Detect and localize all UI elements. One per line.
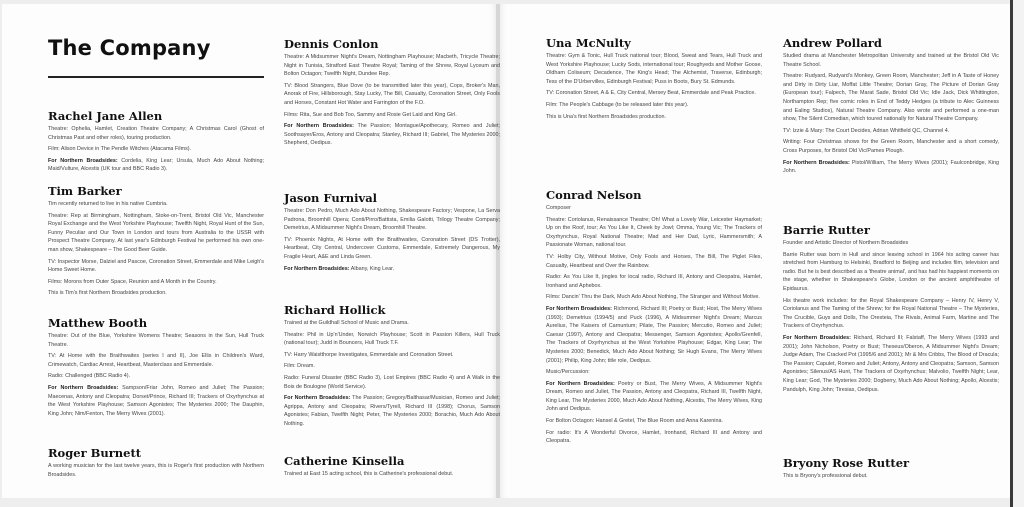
bio-paragraph: This is Bryony's professional debut. [783,473,868,479]
bio-paragraph: Theatre: Rudyard, Rudyard's Monkey, Green Room, Manchester; Jeff in A Taste of Honey and Dirty in Dirty Liar, Moffat Little Theatre; Dorian Gray, The Picture of Dorian Gray (European tour); Falpech, The Marat Sade, Bristol Old Vic; Idle Jack, Dick Whittington, Northampton Rep; five comic roles in End of Teddy Hedges (a tribute to Alec Guinness and Ealing Studios), Natural Theatre Company. Also wrote and performed a one-man show, The Silent Comedian, which toured nationally for Natural Theatre Company. [783,73,999,123]
bio-paragraph: Writing: Four Christmas shows for the Green Room, Manchester and a short comedy, Cross Purposes, for Bristol Old Vic/Pames Plough. [783,139,999,154]
bio-una-mcnulty [546,36,762,124]
bio-name: Tim Barker [48,184,122,198]
bio-paragraph: For radio: It's A Wonderful Divorce, Hamlet, Ironhand, Richard III and Antony and Cleopatra. [546,429,762,445]
bio-name: Barrie Rutter [783,223,870,237]
bio-dennis-conlon [284,37,500,151]
bio-paragraph: Radio: Challenged (BBC Radio 4). [48,373,131,380]
bio-paragraph: TV: Holby City, Without Motive, Only Fools and Horses, The Bill, The Piglet Files, Casualty, Heartbeat and Over the Rainbow. [546,253,762,269]
bio-paragraph: Founder and Artistic Director of Northern Broadsides [783,240,909,246]
bio-paragraph: Composer [546,205,571,211]
bio-matthew-booth [48,316,264,421]
bio-paragraph: Film: Dream. [284,363,315,370]
bio-paragraph: Studied drama at Manchester Metropolitan University and trained at the Bristol Old Vic Theatre School. [783,53,999,68]
bio-name: Matthew Booth [48,316,148,330]
bio-paragraph: Theatre: Out of the Blue, Yorkshire Womens Theatre; Seasons in the Sun, Hull Truck Theatre. [48,333,264,348]
page-title: The Company [48,36,211,60]
bio-paragraph: Barrie Rutter was born in Hull and since leaving school in 1964 his acting career has stretched from Hamburg to Helsinki, Bradford to Beijing and includes film, television and radio. But he is best described as a 'theatre animal', and has had his happiest moments on the stage, whether in Shakespeare's Globe, London or the ancient amphitheatre of Epidaurus. [783,251,1000,292]
bio-paragraph: Films: Dancin' Thru the Dark, Much Ado About Nothing, The Stranger and Without Motive. [546,294,760,301]
bio-paragraph: Films: Rita, Sue and Bob Too, Sammy and Rosie Get Laid and King Girl. [284,111,457,118]
bio-paragraph: For Northern Broadsides: The Passion; Montague/Apothecary, Romeo and Juliet; Soothsayer/Eros, Antony and Cleopatra; Stanley, Richard III; Gabriel, The Mysteries 2000; Shepherd, Oedipus. [284,123,500,147]
bio-paragraph: Films: Morons from Outer Space, Reunion and A Month in the Country. [48,278,217,285]
bio-tim-barker [48,184,264,301]
bio-paragraph: Tim recently returned to live in his native Cumbria. [48,201,168,207]
bio-paragraph: Theatre: Rep at Birmingham, Nottingham, Stoke-on-Trent, Bristol Old Vic, Manchester Royal Exchange and the West Yorkshire Playhouse; Twelfth Night, Royal Hunt of the Sun, Funny Peculiar and Our Town in London and tours from Australia to the USSR with Prospect Theatre Company. At last year's Edinburgh Festival he performed his own one-man show, Shakespeare – The Good Beer Guide. [48,212,264,253]
bio-paragraph: TV: Harry Waistthorpe Investigates, Emmerdale and Coronation Street. [284,351,454,358]
bio-paragraph: Theatre: Phil in Up'n'Under, Norwich Playhouse; Scott in Passion Killers, Hull Truck (national tour); Judd in Bouncers, Hull Truck T.F. [284,331,500,347]
bio-paragraph: TV: Izzie & Mary: The Court Decides, Adrian Whitfield QC, Channel 4. [783,127,950,134]
bio-paragraph: Trained at East 15 acting school, this is Catherine's professional debut. [284,471,454,477]
bio-roger-burnett [48,446,264,482]
bio-catherine-kinsella [284,454,500,482]
bio-paragraph: TV: Blood Strangers, Blue Dove (to be transmitted later this year), Cops, Broker's Man, Anorak of Fire, Hillsborough, Stay Lucky, The Bill, Casualty, Coronation Street, Only Fools and Horses, Constant Hot Water and Farrington of the F.O. [284,82,500,106]
bio-paragraph: For Northern Broadsides: Pistol/William, The Merry Wives (2001); Faulconbridge, King John. [783,159,999,175]
bio-name: Rachel Jane Allen [48,109,163,123]
bio-paragraph: For Northern Broadsides: Richmond, Richard III; Poetry or Bust; Host, The Merry Wives (1993); Demetrius (1994/5) and Puck (1996), A Midsummer Night's Dream; Marcus Aurelius, The Kaisers of Carnuntum; Pilate, The Passion; Mercutio, Romeo and Juliet; Caesar (1997), Antony and Cleopatra; Messenger, Samson Agonistes; Apollo/Grenfell, The Trackers of Oxyrhynchus at the West Yorkshire Playhouse; Edgar, King Lear; The Mysteries 2000; Benedick, Much Ado About Nothing; Sir Hugh Evans, The Merry Wives (2001); Philip, King John; title role, Oedipus. [546,305,763,364]
bio-paragraph: For Northern Broadsides: Cordelia, King Lear; Ursula, Much Ado About Nothing; Maid/Vulture, Alcestis (UK tour and BBC Radio 3). [48,157,264,173]
bio-conrad-nelson [546,188,762,449]
bio-name: Roger Burnett [48,446,142,460]
bio-paragraph: Theatre: Coriolanus, Renaissance Theatre; Oh! What a Lovely War, Leicester Haymarket; Up on the Roof, tour; As You Like It, Cheek by Jowl; Omma, Young Vic; The Trackers of Oxyrhynchus, Royal National Theatre; Mad and Her Dad, Lyric, Hammersmith; A Passionate Woman, national tour. [546,216,762,249]
bio-paragraph: Radio: As You Like It, jingles for local radio, Richard III, Antony and Cleopatra, Hamlet, Ironhand and Aphebox. [546,274,762,289]
bio-paragraph: His theatre work includes: for the Royal Shakespeare Company – Henry IV, Henry V, Coriolanus and The Taming of the Shrew; for the Royal National Theatre – The Mysteries, The Crucible, Guys and Dolls, The Oresteia, The Rivals, Animal Farm, Martine and The Trackers of Oxyrhynchus. [783,297,999,330]
bio-paragraph: Theatre: A Midsummer Night's Dream, Nottingham Playhouse; Macbeth, Tricycle Theatre; Night in Tunisia, Stratford East Theatre Royal; Taming of the Shrew, Royal Lyceum and Bolton Octagon; Twelfth Night, Dundee Rep. [284,54,500,78]
bio-paragraph: Theatre: Don Pedro, Much Ado About Nothing, Shakespeare Factory; Vespone, La Serva Padrona, Broomhill Opera; Conti/Pirro/Battista, Emilia Galotti, Trilogy Theatre Company; Demetrius, A Midsummer Night's Dream, Broomhill Theatre. [284,208,500,232]
bio-name: Conrad Nelson [546,188,642,202]
bio-paragraph: Trained at the Guildhall School of Music and Drama. [284,320,409,326]
title-divider [48,76,264,78]
bio-name: Dennis Conlon [284,37,379,51]
bio-name: Andrew Pollard [783,36,882,50]
bio-paragraph: TV: At Home with the Braithwaites (series I and II), Joe Ellis in Children's Ward, Crimewatch, Cardiac Arrest, Heartbeat, Masterclass and Emmerdale. [48,353,264,368]
bio-paragraph: TV: Phoenix Nights, At Home with the Braithwaites, Coronation Street (DS Trotter), Heartbeat, City Central, Undercover Customs, Emmerdale, Extremely Dangerous, My Fragile Heart, A&E and Linda Green. [284,236,500,260]
bio-bryony-rose-rutter [783,456,999,484]
bio-paragraph: TV: Coronation Street, A & E, City Central, Mersey Beat, Emmerdale and Peak Practice. [546,90,756,97]
bio-paragraph: Film: Alison Device in The Pendle Witches (Atacama Films). [48,146,192,153]
bio-paragraph: Music/Percussion: [546,369,590,376]
bio-name: Richard Hollick [284,303,386,317]
bio-paragraph: For Northern Broadsides: Albany, King Lear. [284,265,395,272]
bio-paragraph: For Northern Broadsides: Poetry or Bust, The Merry Wives, A Midsummer Night's Dream, Romeo and Juliet, The Passion, Antony and Cleopatra, Richard III, Twelfth Night, King Lear, The Mysteries 2000, Much Ado About Nothing, Alcestis, The Merry Wives, King John and Oedipus. [546,380,762,413]
bio-paragraph: This is Tim's first Northern Broadsides production. [48,290,167,297]
bio-name: Una McNulty [546,36,631,50]
bio-paragraph: For Northern Broadsides: Richard, Richard III; Falstaff, The Merry Wives (1993 and 2001); John Nicholson, Poetry or Bust; Theseus/Oberon, A Midsummer Night's Dream; Judge Adam, The Cracked Pot (1995/6 and 2001); Mr & Mrs Cribbs, The Blood of Dracula; The Passion; Capulet, Romeo and Juliet; Antony, Antony and Cleopatra; Samson, Samson Agonistes; Silenus/AS Hunt, The Trackers of Oxyrhynchus; Malvolio, Twelfth Night; Lear, King Lear; God, The Mysteries 2000; Dogberry, Much Ado About Nothing; Apollo, Alcestis; Pandulph, King John; Tiresias, Oedipus. [783,334,999,393]
bio-name: Bryony Rose Rutter [783,456,910,470]
bio-paragraph: Theatre: Ophelia, Hamlet, Creation Theatre Company; A Christmas Carol (Ghost of Christmas Past and other roles), touring production. [48,126,264,141]
bio-paragraph: For Northern Broadsides: Sampson/Friar John, Romeo and Juliet; The Passion; Maecenas, Antony and Cleopatra; Dorset/Prince, Richard III; Trackers of Oxyrhynchus at the West Yorkshire Playhouse; Samson Agonistes; The Mysteries 2000; The Dauphin, King John; Nim/Fenton, The Merry Wives (2001). [48,384,265,417]
bio-andrew-pollard [783,36,999,179]
bio-name: Jason Furnival [284,191,378,205]
bio-richard-hollick [284,303,500,432]
bio-paragraph: Theatre: Gym & Tonic, Hull Truck national tour; Blood, Sweat and Tears, Hull Truck and West Yorkshire Playhouse; Lucky Sods, international tour; Roughyeds and Mother Goose, Oldham Coliseum; Decadence, The King's Head; The Alchemist, Traverse, Edinburgh; Tess of the D'Urbervilles, Edinburgh Festival; Puss in Boots, Bury St. Edmunds. [546,53,762,85]
bio-paragraph: This is Una's first Northern Broadsides production. [546,113,666,120]
bio-jason-furnival [284,191,500,276]
page-edge-background [1013,0,1024,507]
bio-paragraph: A working musician for the last twelve years, this is Roger's first production with Northern Broadsides. [48,463,264,478]
bio-paragraph: Film: The People's Cabbage (to be released later this year). [546,101,689,108]
bio-barrie-rutter [783,223,999,397]
bio-name: Catherine Kinsella [284,454,405,468]
bio-paragraph: For Northern Broadsides: The Passion; Gregory/Balthasar/Musician, Romeo and Juliet; Agrippa, Antony and Cleopatra; Rivers/Tyrell, Richard III (1998); Chorus, Samson Agonistes; Fabian, Twelfth Night; Peter, The Mysteries 2000; Borachio, Much Ado About Nothing. [284,395,500,427]
bio-paragraph: TV: Inspector Morse, Dalziel and Pascoe, Coronation Street, Emmerdale and Mike Leigh's Home Sweet Home. [48,258,264,274]
bio-paragraph: For Bolton Octagon: Hansel & Gretel, The Blue Room and Anna Karenina. [546,418,723,425]
bio-paragraph: Radio: Funeral Disaster (BBC Radio 3), Lost Empires (BBC Radio 4) and A Walk in the Bois de Boulogne (World Service). [284,374,500,390]
bio-rachel-jane-allen [48,109,264,177]
